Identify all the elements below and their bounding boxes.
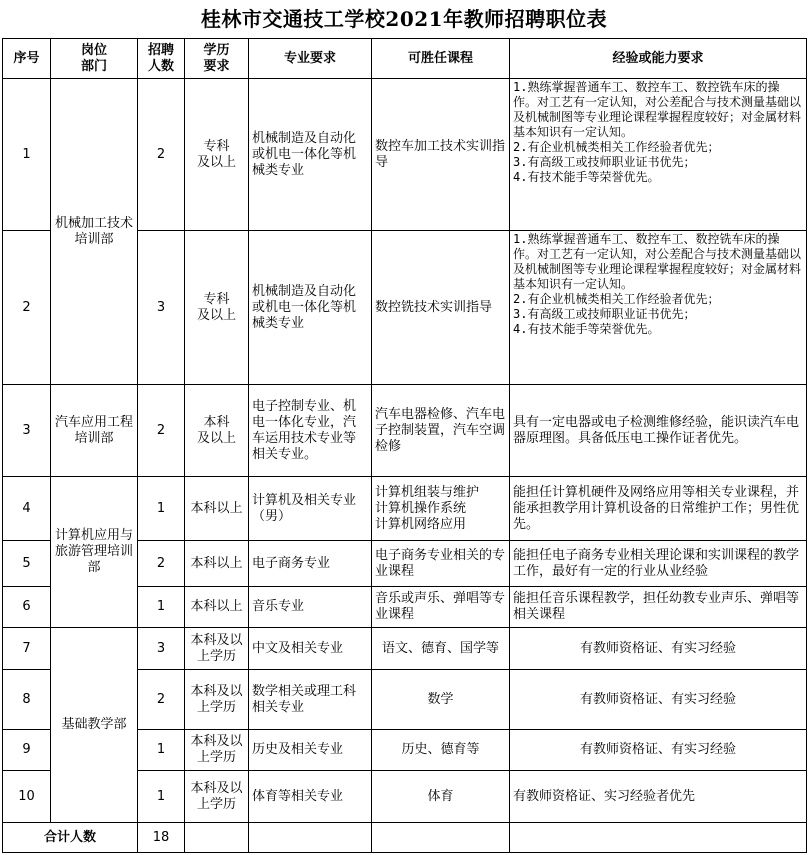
cell-edu: 本科及以上学历	[185, 628, 249, 670]
cell-course: 历史、德育等	[372, 730, 510, 771]
table-row	[3, 385, 807, 477]
header-major: 专业要求	[249, 39, 372, 79]
cell-edu: 本科以上	[185, 541, 249, 587]
cell-exp: 有教师资格证、实习经验者优先	[510, 771, 807, 823]
cell-major: 电子控制专业、机电一体化专业，汽车运用技术专业等相关专业。	[249, 385, 372, 477]
cell-exp: 能担任音乐课程教学，担任幼教专业声乐、弹唱等相关课程	[510, 587, 807, 628]
cell-count: 1	[138, 771, 185, 823]
total-value: 18	[138, 823, 185, 853]
cell-seq: 8	[3, 670, 51, 730]
cell-course: 语文、德育、国学等	[372, 628, 510, 670]
header-course: 可胜任课程	[372, 39, 510, 79]
cell-exp: 能担任计算机硬件及网络应用等相关专业课程，并能承担教学用计算机设备的日常维护工作；男性优先。	[510, 477, 807, 541]
header-seq: 序号	[3, 39, 51, 79]
cell-dept: 汽车应用工程培训部	[51, 385, 138, 477]
header-row	[3, 39, 807, 79]
page-title: 桂林市交通技工学校2021年教师招聘职位表	[200, 7, 608, 31]
cell-edu: 本科以上	[185, 477, 249, 541]
cell-seq: 3	[3, 385, 51, 477]
cell-major: 计算机及相关专业（男）	[249, 477, 372, 541]
cell-seq: 10	[3, 771, 51, 823]
cell-course: 电子商务专业相关的专业课程	[372, 541, 510, 587]
empty-cell	[510, 823, 807, 853]
cell-exp: 有教师资格证、有实习经验	[510, 628, 807, 670]
cell-major: 数学相关或理工科相关专业	[249, 670, 372, 730]
cell-course: 数控车加工技术实训指导	[372, 79, 510, 231]
cell-exp: 能担任电子商务专业相关理论课和实训课程的教学工作，最好有一定的行业从业经验	[510, 541, 807, 587]
cell-course: 数学	[372, 670, 510, 730]
cell-edu: 本科及以上学历	[185, 771, 249, 823]
cell-dept: 基础教学部	[51, 628, 138, 823]
cell-major: 历史及相关专业	[249, 730, 372, 771]
cell-count: 1	[138, 730, 185, 771]
cell-count: 3	[138, 231, 185, 385]
cell-seq: 7	[3, 628, 51, 670]
cell-edu: 本科 及以上	[185, 385, 249, 477]
cell-course: 音乐或声乐、弹唱等专业课程	[372, 587, 510, 628]
cell-count: 1	[138, 477, 185, 541]
header-edu: 学历 要求	[185, 39, 249, 79]
cell-count: 2	[138, 385, 185, 477]
cell-seq: 4	[3, 477, 51, 541]
cell-course: 体育	[372, 771, 510, 823]
cell-count: 2	[138, 670, 185, 730]
cell-count: 1	[138, 587, 185, 628]
cell-edu: 本科及以上学历	[185, 730, 249, 771]
header-dept: 岗位 部门	[51, 39, 138, 79]
table-row	[3, 79, 807, 231]
cell-course: 数控铣技术实训指导	[372, 231, 510, 385]
cell-count: 3	[138, 628, 185, 670]
cell-dept: 机械加工技术培训部	[51, 79, 138, 385]
cell-major: 体育等相关专业	[249, 771, 372, 823]
cell-course: 汽车电器检修、汽车电子控制装置，汽车空调检修	[372, 385, 510, 477]
cell-seq: 5	[3, 541, 51, 587]
cell-exp: 有教师资格证、有实习经验	[510, 670, 807, 730]
cell-seq: 2	[3, 231, 51, 385]
cell-count: 2	[138, 541, 185, 587]
total-label: 合计人数	[3, 823, 138, 853]
empty-cell	[372, 823, 510, 853]
cell-major: 电子商务专业	[249, 541, 372, 587]
empty-cell	[185, 823, 249, 853]
table-row	[3, 477, 807, 541]
cell-edu: 专科 及以上	[185, 79, 249, 231]
cell-exp: 1.熟练掌握普通车工、数控车工、数控铣车床的操作。对工艺有一定认知，对公差配合与技术测量基础以及机械制图等专业理论课程掌握程度较好；对金属材料基本知识有一定认知。 2.有企业机械类相关工作经验者优先； 3.有高级工或技师职业证书优先； 4.有技术能手等荣誉优先。	[510, 231, 807, 385]
cell-major: 机械制造及自动化或机电一体化等机械类专业	[249, 231, 372, 385]
cell-dept: 计算机应用与旅游管理培训部	[51, 477, 138, 628]
total-row	[3, 823, 807, 853]
table-row	[3, 628, 807, 670]
cell-count: 2	[138, 79, 185, 231]
empty-cell	[249, 823, 372, 853]
cell-course: 计算机组装与维护 计算机操作系统 计算机网络应用	[372, 477, 510, 541]
cell-major: 机械制造及自动化或机电一体化等机械类专业	[249, 79, 372, 231]
cell-seq: 6	[3, 587, 51, 628]
cell-edu: 本科以上	[185, 587, 249, 628]
cell-major: 中文及相关专业	[249, 628, 372, 670]
cell-seq: 1	[3, 79, 51, 231]
cell-edu: 本科及以上学历	[185, 670, 249, 730]
cell-exp: 1.熟练掌握普通车工、数控车工、数控铣车床的操作。对工艺有一定认知，对公差配合与技术测量基础以及机械制图等专业理论课程掌握程度较好；对金属材料基本知识有一定认知。 2.有企业机械类相关工作经验者优先； 3.有高级工或技师职业证书优先； 4.有技术能手等荣誉优先。	[510, 79, 807, 231]
recruitment-table	[2, 38, 807, 853]
cell-exp: 有教师资格证、有实习经验	[510, 730, 807, 771]
cell-edu: 专科 及以上	[185, 231, 249, 385]
header-count: 招聘 人数	[138, 39, 185, 79]
cell-seq: 9	[3, 730, 51, 771]
cell-exp: 具有一定电器或电子检测维修经验，能识读汽车电器原理图。具备低压电工操作证者优先。	[510, 385, 807, 477]
header-exp: 经验或能力要求	[510, 39, 807, 79]
cell-major: 音乐专业	[249, 587, 372, 628]
